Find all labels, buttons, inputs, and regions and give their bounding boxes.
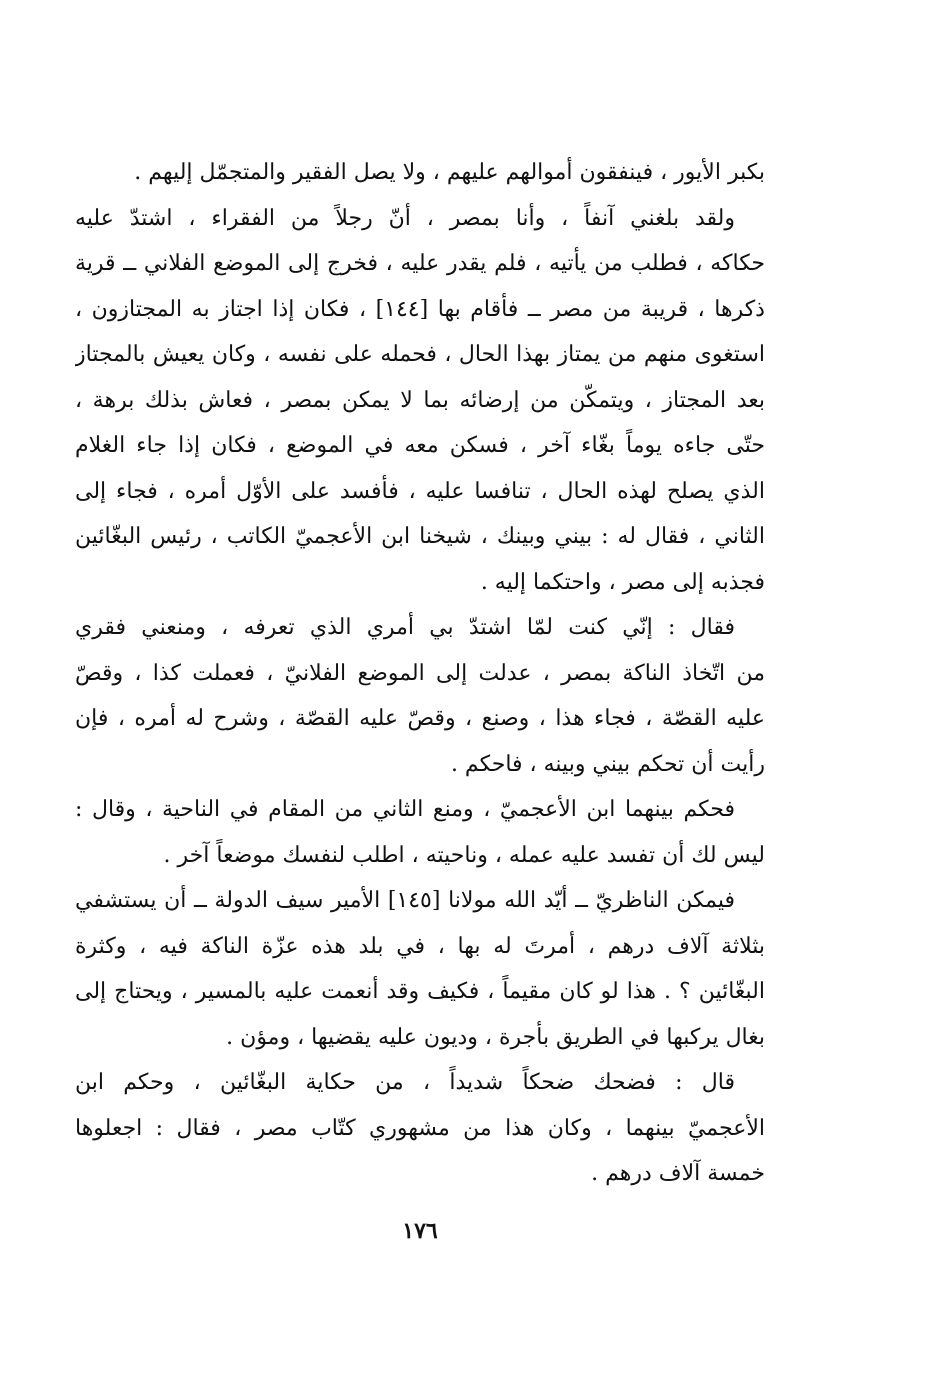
page-body — [75, 150, 765, 1197]
text-line: رأيت أن تحكم بيني وبينه ، فاحكم . — [450, 751, 765, 777]
text-line: فحكم بينهما ابن الأعجميّ ، ومنع الثاني من المقام في الناحية ، وقال : — [75, 797, 735, 822]
paragraph-3 — [75, 605, 765, 787]
text-line: بكبر الأيور ، فينفقون أموالهم عليهم ، ولا يصل الفقير والمتجمّل إليهم . — [134, 160, 765, 185]
text-line: الذي يصلح لهذه الحال ، تنافسا عليه ، فأفسد على الأوّل أمره ، فجاء إلى — [75, 478, 765, 504]
text-line: خمسة آلاف درهم . — [591, 1161, 765, 1186]
text-line: عليه القصّة ، فجاء هذا ، وصنع ، وقصّ عليه القصّة ، وشرح له أمره ، فإن — [75, 706, 765, 731]
text-line: بثلاثة آلاف درهم ، أمرتَ له بها ، في بلد هذه عزّة الناكة فيه ، وكثرة — [75, 933, 765, 959]
text-line: فجذبه إلى مصر ، واحتكما إليه . — [480, 569, 765, 595]
text-line: قال : فضحك ضحكاً شديداً ، من حكاية البغّائين ، وحكم ابن — [75, 1070, 735, 1095]
text-line: ذكرها ، قريبة من مصر ــ فأقام بها [١٤٤] ، فكان إذا اجتاز به المجتازون ، — [75, 296, 765, 322]
text-line: الأعجميّ بينهما ، وكان هذا من مشهوري كتّاب مصر ، فقال : اجعلوها — [75, 1115, 765, 1141]
text-line: البغّائين ؟ . هذا لو كان مقيماً ، فكيف وقد أنعمت عليه بالمسير ، ويحتاج إلى — [75, 979, 765, 1004]
text-line: بغال يركبها في الطريق بأجرة ، وديون عليه يقضيها ، ومؤن . — [226, 1024, 765, 1050]
text-line: حتّى جاءه يوماً بغّاء آخر ، فسكن معه في الموضع ، فكان إذا جاء الغلام — [75, 433, 765, 458]
paragraph-5 — [75, 878, 765, 1060]
paragraph-4 — [75, 787, 765, 878]
paragraph-1 — [75, 150, 765, 196]
text-line: بعد المجتاز ، ويتمكّن من إرضائه بما لا يمكن بمصر ، فعاش بذلك برهة ، — [75, 387, 765, 413]
text-line: استغوى منهم من يمتاز بهذا الحال ، فحمله على نفسه ، وكان يعيش بالمجتاز — [75, 342, 765, 367]
text-line: فقال : إنّي كنت لمّا اشتدّ بي أمري الذي تعرفه ، ومنعني فقري — [75, 615, 735, 640]
text-line: من اتّخاذ الناكة بمصر ، عدلت إلى الموضع الفلانيّ ، فعملت كذا ، وقصّ — [75, 660, 765, 686]
text-line: فيمكن الناظريّ ــ أيّد الله مولانا [١٤٥] الأمير سيف الدولة ــ أن يستشفي — [75, 888, 735, 913]
text-line: ولقد بلغني آنفاً ، وأنا بمصر ، أنّ رجلاً من الفقراء ، اشتدّ عليه — [75, 205, 735, 231]
text-line: ليس لك أن تفسد عليه عمله ، وناحيته ، اطلب لنفسك موضعاً آخر . — [163, 842, 765, 868]
page-number: ١٧٦ — [402, 1218, 438, 1244]
paragraph-6 — [75, 1060, 765, 1197]
text-line: الثاني ، فقال له : بيني وبينك ، شيخنا ابن الأعجميّ الكاتب ، رئيس البغّائين — [75, 524, 765, 549]
text-line: حكاكه ، فطلب من يأتيه ، فلم يقدر عليه ، فخرج إلى الموضع الفلاني ــ قرية — [75, 251, 765, 276]
paragraph-2 — [75, 196, 765, 606]
